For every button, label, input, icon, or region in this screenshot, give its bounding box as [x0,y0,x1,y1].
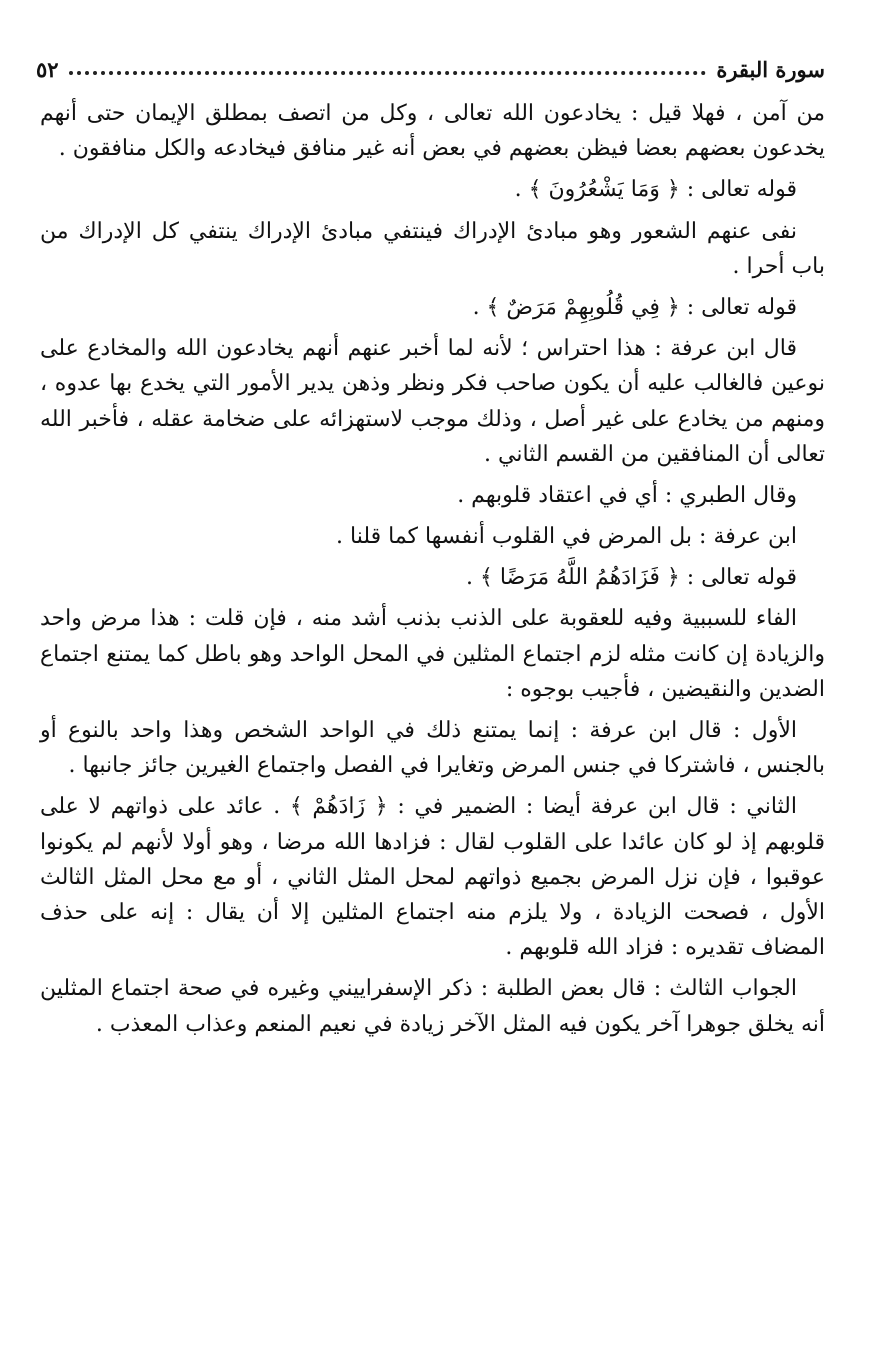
page-body [40,96,825,1048]
paragraph: الثاني : قال ابن عرفة أيضا : الضمير في : ﴿ زَادَهُمْ ﴾ . عائد على ذواتهم لا على قلوبهم إذ لو كان عائدا على القلوب لقال : فزادها الله مرضا ، وهو أولا لأنهم لم يكونوا عوقبوا ، فإن نزل المرض بجميع ذواتهم لمحل المثل الثاني ، أو مع محل المثل الثالث الأول ، فصحت الزيادة ، ولا يلزم منه اجتماع المثلين إلا أن يقال : إنه على حذف المضاف تقديره : فزاد الله قلوبهم . [40,794,825,961]
paragraph: ابن عرفة : بل المرض في القلوب أنفسها كما قلنا . [336,524,797,550]
paragraph: الفاء للسببية وفيه للعقوبة على الذنب بذنب أشد منه ، فإن قلت : هذا مرض واحد والزيادة إن كانت مثله لزم اجتماع المثلين في المحل الواحد وهو باطل كما يمتنع اجتماع الضدين والنقيضين ، فأجيب بوجوه : [40,606,825,702]
paragraph: وقال الطبري : أي في اعتقاد قلوبهم . [457,482,797,508]
page-number: ٥٢ [36,56,59,82]
paragraph: قوله تعالى : ﴿ فَزَادَهُمُ اللَّهُ مَرَضًا ﴾ . [466,565,797,591]
paragraph: قوله تعالى : ﴿ وَمَا يَشْعُرُونَ ﴾ . [514,177,797,203]
dotted-leader [69,71,707,75]
paragraph: الأول : قال ابن عرفة : إنما يمتنع ذلك في الواحد الشخص وهذا واحد بالنوع أو بالجنس ، فاشتركا في جنس المرض وتغايرا في الفصل واجتماع الغيرين جائز جانبها . [40,718,825,779]
paragraph: قوله تعالى : ﴿ فِي قُلُوبِهِمْ مَرَضٌ ﴾ . [472,294,797,320]
paragraph: نفى عنهم الشعور وهو مبادئ الإدراك فينتفي مبادئ الإدراك ينتفي كل الإدراك من باب أحرا . [40,218,825,279]
paragraph: الجواب الثالث : قال بعض الطلبة : ذكر الإسفراييني وغيره في صحة اجتماع المثلين أنه يخلق جوهرا آخر يكون فيه المثل الآخر زيادة في نعيم المنعم وعذاب المعذب . [40,976,825,1037]
paragraph: قال ابن عرفة : هذا احتراس ؛ لأنه لما أخبر عنهم أنهم يخادعون الله والمخادع على نوعين فالغالب عليه أن يكون صاحب فكر ونظر وذهن يدير الأمور التي يخدع بها عدوه ، ومنهم من يخادع على غير أصل ، وذلك موجب لاستهزائه على ضخامة عقله ، فأخبر الله تعالى أن المنافقين من القسم الثاني . [40,336,825,467]
page-header [36,54,825,84]
paragraph: من آمن ، فهلا قيل : يخادعون الله تعالى ، وكل من اتصف بمطلق الإيمان حتى أنهم يخدعون بعضهم بعضا فيظن بعضهم في بعض أنه غير منافق فيخادعه والكل منافقون . [40,101,825,162]
running-title: سورة البقرة [716,56,825,82]
